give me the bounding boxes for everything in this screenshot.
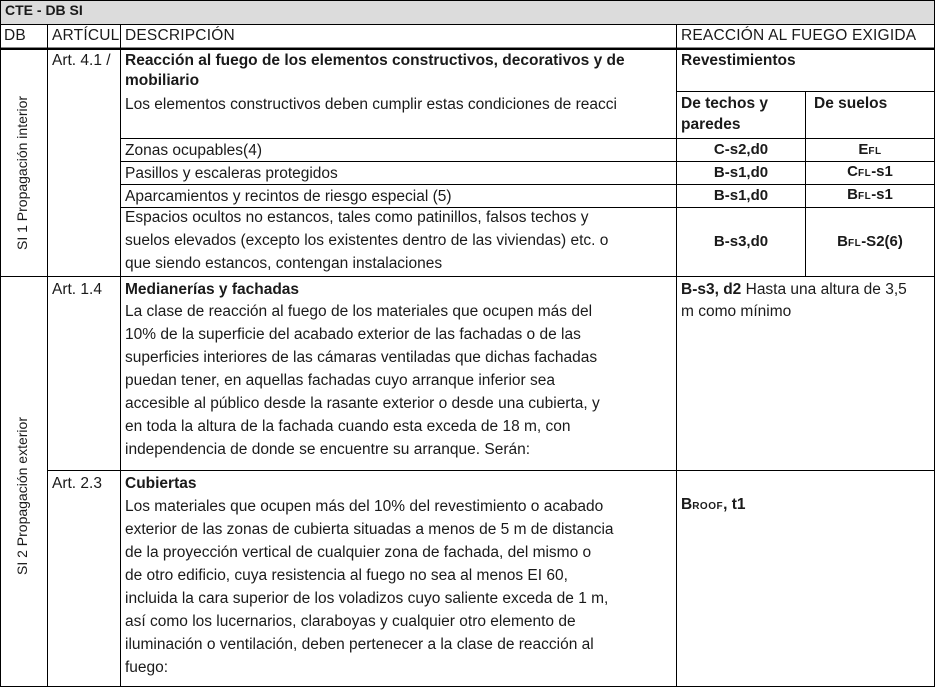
sub-col-walls-line2: paredes (681, 116, 741, 133)
article-2-3: Art. 2.3 (52, 475, 102, 492)
roof-subscript: ROOF (692, 501, 724, 512)
roof-class: B (681, 496, 693, 513)
row-walls-value: C-s2,d0 (713, 141, 769, 158)
cubiertas-line: de la proyección vertical de cualquier zona de fachada, del mismo o (125, 544, 592, 561)
medianerias-requirement-line2: m como mínimo (681, 303, 792, 320)
row-floor-value (806, 184, 934, 206)
header-articulo: ARTÍCUL (52, 27, 120, 44)
cubiertas-line: incluida la cara superior de los voladizos cuyo saliente exceda de 1 m, (125, 590, 609, 607)
cubiertas-line: así como los lucernarios, claraboyas y cualquier otro elemento de (125, 613, 576, 630)
section1-intro: Los elementos constructivos deben cumplir estas condiciones de reacci (125, 96, 617, 113)
cubiertas-line: de otro edificio, cuya resistencia al fuego no sea al menos EI 60, (125, 567, 568, 584)
medianerias-line: puedan tener, en aquellas fachadas cuyo arranque inferior sea (125, 372, 555, 389)
header-reaccion: REACCIÓN AL FUEGO EXIGIDA (681, 27, 917, 44)
cubiertas-line: Los materiales que ocupen más del 10% del revestimiento o acabado (125, 498, 604, 515)
floor-subscript: FL (868, 146, 882, 157)
row-label-line: Espacios ocultos no estancos, tales como patinillos, falsos techos y (125, 209, 589, 226)
row-walls-value: B-s1,d0 (713, 164, 769, 181)
grid-line (805, 91, 806, 277)
grid-line (121, 161, 935, 162)
grid-line (677, 91, 935, 92)
floor-subscript: FL (857, 168, 872, 179)
section1-heading-line2: mobiliario (125, 72, 200, 89)
sub-col-floor: De suelos (814, 95, 888, 112)
medianerias-heading: Medianerías y fachadas (125, 281, 300, 298)
grid-line (121, 184, 935, 185)
section1-db-label: SI 1 Propagación interior (14, 95, 30, 250)
row-floor-value (806, 139, 934, 161)
row-label: Zonas ocupables(4) (125, 142, 262, 159)
grid-line (0, 276, 935, 277)
row-label-line: que siendo estancos, contengan instalaciones (125, 255, 443, 272)
cubiertas-requirement (677, 493, 935, 516)
medianerias-line: accesible al público desde la rasante exterior o desde una cubierta, y (125, 395, 600, 412)
medianerias-line: en toda la altura de la fachada cuando esta exceda de 18 m, con (125, 418, 571, 435)
medianerias-requirement (677, 278, 935, 301)
grid-line (121, 207, 935, 208)
grid-line (47, 24, 48, 687)
grid-line (121, 138, 935, 139)
medianerias-line: superficies interiores de las cámaras ventiladas que dichas fachadas (125, 349, 598, 366)
floor-suffix: -s1 (871, 163, 893, 180)
grid-line (0, 0, 935, 1)
row-label: Pasillos y escaleras protegidos (125, 165, 338, 182)
header-descripcion: DESCRIPCIÓN (125, 27, 235, 44)
floor-subscript: FL (847, 238, 862, 249)
floor-suffix: -s1 (871, 186, 893, 203)
cubiertas-heading: Cubiertas (125, 475, 197, 492)
sheet-title: CTE - DB SI (0, 0, 935, 24)
row-label: Aparcamientos y recintos de riesgo especial (5) (125, 188, 452, 205)
medianerias-line: independencia de donde se encuentre su arranque. Serán: (125, 441, 531, 458)
floor-class: B (837, 233, 848, 250)
cubiertas-line: exterior de las zonas de cubierta situadas a menos de 5 m de distancia (125, 521, 614, 538)
row-walls-value: B-s3,d0 (713, 233, 769, 250)
medianerias-class: B-s3, d2 (681, 281, 742, 298)
medianerias-class-note: Hasta una altura de 3,5 (741, 281, 907, 298)
grid-line (0, 48, 935, 50)
grid-line (0, 0, 1, 687)
floor-class: E (858, 141, 869, 158)
medianerias-line: La clase de reacción al fuego de los materiales que ocupen más del (125, 303, 593, 320)
cubiertas-line: fuego: (125, 659, 169, 676)
grid-line (120, 24, 121, 687)
grid-line (676, 24, 677, 687)
roof-suffix: , t1 (723, 496, 746, 513)
header-db: DB (4, 27, 26, 44)
grid-line (0, 24, 935, 25)
cubiertas-line: iluminación o ventilación, deben pertenecer a la clase de reacción al (125, 636, 594, 653)
floor-class: B (847, 186, 858, 203)
row-floor-value (806, 231, 934, 253)
medianerias-line: 10% de la superficie del acabado exterior de las fachadas o de las (125, 326, 581, 343)
row-label-line: suelos elevados (excepto los existentes dentro de las viviendas) etc. o (125, 232, 609, 249)
sub-col-walls-line1: De techos y (681, 95, 769, 112)
section1-article: Art. 4.1 / (52, 52, 111, 69)
floor-subscript: FL (857, 191, 872, 202)
floor-suffix: -S2(6) (861, 233, 903, 250)
row-walls-value: B-s1,d0 (713, 187, 769, 204)
floor-class: C (847, 163, 858, 180)
section2-db-label: SI 2 Propagación exterior (14, 417, 30, 575)
grid-line (48, 470, 935, 471)
row-floor-value (806, 161, 934, 183)
article-1-4: Art. 1.4 (52, 281, 102, 298)
section1-col-header: Revestimientos (681, 52, 796, 69)
section1-heading-line1: Reacción al fuego de los elementos constructivos, decorativos y de (125, 52, 625, 69)
